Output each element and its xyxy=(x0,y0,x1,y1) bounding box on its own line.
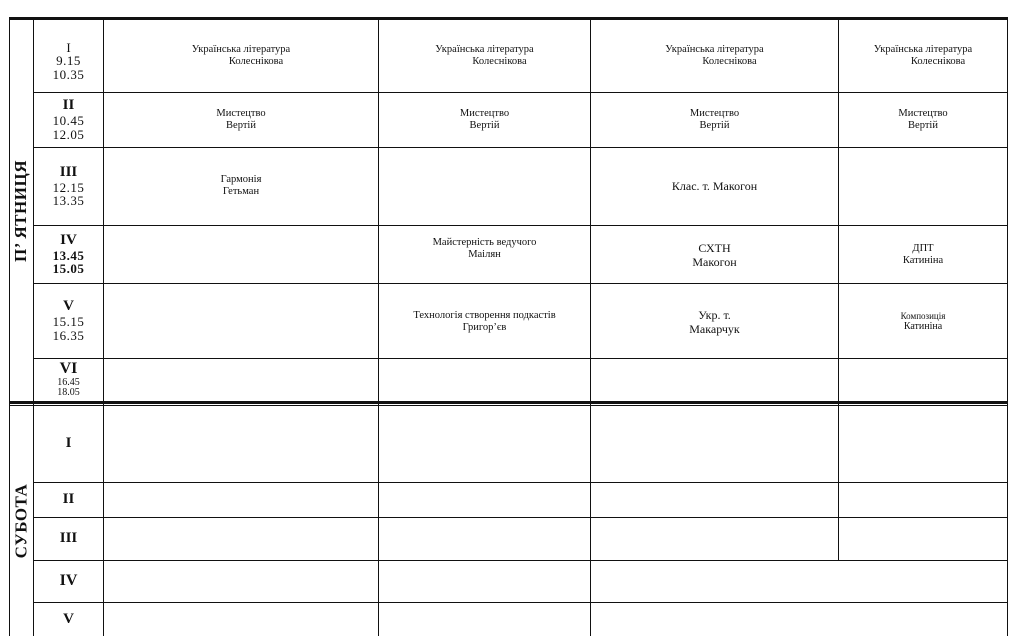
lesson-cell xyxy=(591,108,838,132)
period-number: IV xyxy=(59,572,78,590)
day-separator-thin xyxy=(9,405,1008,406)
subject: Мистецтво xyxy=(689,108,740,119)
subject: Композиція xyxy=(900,311,946,321)
row-divider xyxy=(33,602,1008,603)
period-start: 15.15 xyxy=(52,314,85,330)
sat-period-1 xyxy=(34,406,103,482)
lesson-cell xyxy=(591,44,838,68)
sat-period-4 xyxy=(34,561,103,602)
period-number: IV xyxy=(60,231,77,248)
lesson-cell xyxy=(104,108,378,132)
subject: Українська література xyxy=(873,44,973,55)
lesson-cell xyxy=(379,44,590,68)
period-end: 16.35 xyxy=(52,327,85,343)
teacher: Макогон xyxy=(692,254,737,269)
period-2 xyxy=(34,93,103,147)
lesson-cell xyxy=(591,242,838,270)
row-divider xyxy=(33,517,1008,518)
subject: Українська література xyxy=(435,44,534,55)
subject: Мистецтво xyxy=(898,108,948,119)
border-right xyxy=(1007,20,1008,636)
day-label-friday: П’ ЯТНИЦЯ xyxy=(11,159,30,262)
row-divider xyxy=(33,560,1008,561)
period-number: V xyxy=(63,610,74,627)
row-divider xyxy=(33,147,1008,148)
period-number: I xyxy=(66,39,71,55)
teacher: Вертій xyxy=(226,120,256,132)
lesson-cell xyxy=(839,311,1007,333)
period-end: 18.05 xyxy=(57,387,80,399)
sat-period-2 xyxy=(34,483,103,517)
period-end: 15.05 xyxy=(52,261,85,277)
teacher: Гетьман xyxy=(222,186,260,198)
period-end: 12.05 xyxy=(52,126,85,142)
subject: Українська література xyxy=(191,44,291,55)
lesson-cell xyxy=(839,44,1007,68)
subject: Мистецтво xyxy=(459,108,510,119)
period-start: 13.45 xyxy=(52,247,85,263)
lesson-cell xyxy=(591,148,838,225)
subject: Мистецтво xyxy=(216,108,266,119)
lesson-cell xyxy=(591,309,838,337)
subject: Клас. т. Макогон xyxy=(671,178,758,193)
period-number: І xyxy=(65,435,72,452)
subject: Українська література xyxy=(665,44,764,55)
lesson-cell xyxy=(104,44,378,68)
period-number: ІІ xyxy=(62,491,75,508)
subject: ДПТ xyxy=(912,243,934,254)
lesson-cell xyxy=(839,108,1007,132)
period-start: 9.15 xyxy=(56,53,81,69)
lesson-cell xyxy=(379,108,590,132)
teacher: Колеснікова xyxy=(702,56,757,68)
lesson-cell xyxy=(839,243,1007,267)
table-top-border xyxy=(9,17,1008,20)
period-start: 10.45 xyxy=(52,113,85,129)
teacher: Маілян xyxy=(468,249,501,261)
lesson-cell xyxy=(379,237,590,261)
period-start: 16.45 xyxy=(57,376,80,388)
teacher: Колеснікова xyxy=(472,56,527,68)
teacher: Вертій xyxy=(699,120,730,132)
period-start: 12.15 xyxy=(52,179,85,195)
subject: Гармонія xyxy=(220,174,262,185)
subject: Технологія створення подкастів xyxy=(413,310,556,321)
lesson-cell xyxy=(104,174,378,198)
teacher: Катиніна xyxy=(902,255,944,267)
teacher: Катиніна xyxy=(903,321,943,333)
period-4 xyxy=(34,226,103,283)
sat-period-5 xyxy=(34,603,103,636)
period-number: VI xyxy=(59,360,78,378)
period-1 xyxy=(34,30,103,92)
sat-period-3 xyxy=(34,518,103,560)
period-5 xyxy=(34,284,103,358)
day-label-saturday: СУБОТА xyxy=(11,483,30,559)
row-divider xyxy=(33,225,1008,226)
row-divider xyxy=(33,358,1008,359)
period-3 xyxy=(34,148,103,225)
divider-col-3 xyxy=(838,20,839,560)
period-end: 13.35 xyxy=(52,193,85,209)
period-end: 10.35 xyxy=(52,66,85,82)
subject: Укр. т. xyxy=(698,308,731,322)
subject: Майстерність ведучого xyxy=(432,237,537,248)
teacher: Колеснікова xyxy=(228,56,284,68)
lesson-cell xyxy=(379,310,590,334)
period-number: II xyxy=(62,97,75,114)
teacher: Вертій xyxy=(469,120,500,132)
teacher: Григор’єв xyxy=(462,322,507,334)
period-number: V xyxy=(63,298,74,315)
period-6 xyxy=(34,359,103,401)
teacher: Колеснікова xyxy=(910,56,966,68)
row-divider xyxy=(33,92,1008,93)
row-divider xyxy=(33,482,1008,483)
teacher: Макарчук xyxy=(689,321,740,336)
subject: СХТН xyxy=(698,241,731,255)
teacher: Вертій xyxy=(908,120,938,132)
period-number: III xyxy=(59,163,78,180)
row-divider xyxy=(33,283,1008,284)
period-number: ІІІ xyxy=(59,530,78,547)
day-separator xyxy=(9,401,1008,404)
